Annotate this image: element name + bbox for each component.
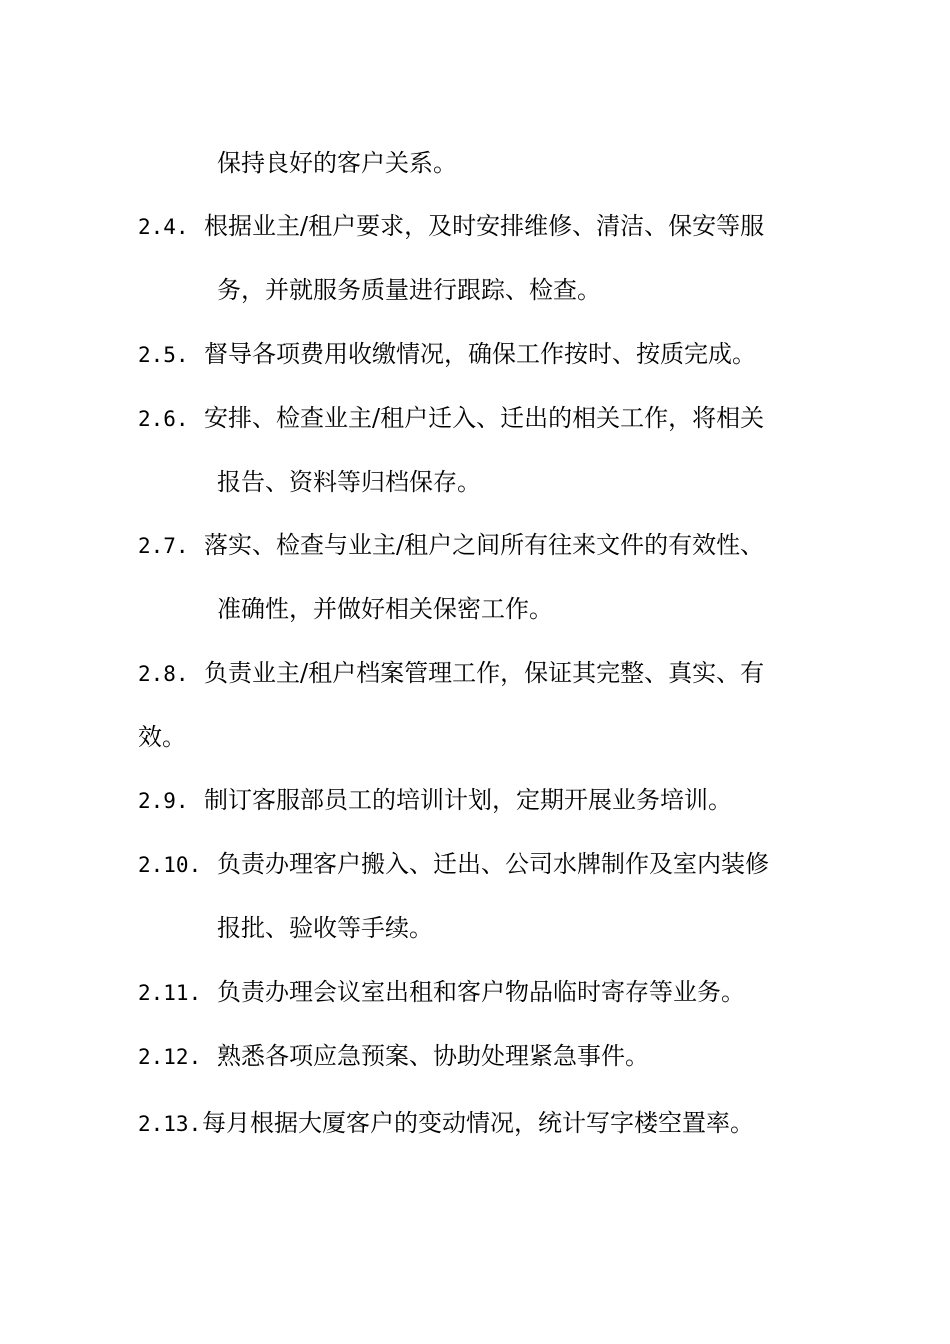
- item-text: 报批、验收等手续。: [217, 914, 433, 942]
- item-text: 根据业主/租户要求，及时安排维修、清洁、保安等服: [204, 212, 765, 240]
- item-text: 熟悉各项应急预案、协助处理紧急事件。: [217, 1042, 649, 1070]
- item-2-12: [138, 1040, 649, 1073]
- item-text: 每月根据大厦客户的变动情况，统计写字楼空置率。: [202, 1109, 754, 1137]
- item-text: 负责业主/租户档案管理工作，保证其完整、真实、有: [204, 659, 765, 687]
- item-2-10-continuation: [217, 912, 433, 944]
- item-2-5: [138, 338, 756, 371]
- item-number: 2.8.: [138, 662, 189, 686]
- item-number: 2.11.: [138, 981, 202, 1005]
- item-text: 负责办理会议室出租和客户物品临时寄存等业务。: [217, 978, 745, 1006]
- item-2-11: [138, 976, 745, 1009]
- item-2-7-continuation: [217, 593, 553, 625]
- item-number: 2.6.: [138, 407, 189, 431]
- item-number: 2.12.: [138, 1045, 202, 1069]
- item-2-9: [138, 784, 732, 817]
- item-text: 制订客服部员工的培训计划，定期开展业务培训。: [204, 786, 732, 814]
- item-2-13: [138, 1107, 754, 1140]
- item-text: 效。: [138, 723, 186, 751]
- item-continuation-2-3: [217, 147, 457, 179]
- item-text: 负责办理客户搬入、迁出、公司水牌制作及室内装修: [217, 850, 769, 878]
- item-text: 务，并就服务质量进行跟踪、检查。: [217, 276, 601, 304]
- item-2-6: [138, 402, 764, 435]
- item-2-4: [138, 210, 764, 243]
- item-2-6-continuation: [217, 466, 481, 498]
- item-text: 安排、检查业主/租户迁入、迁出的相关工作，将相关: [204, 404, 765, 432]
- item-number: 2.4.: [138, 215, 189, 239]
- item-2-7: [138, 529, 764, 562]
- item-2-8-continuation: [138, 721, 186, 753]
- item-text: 督导各项费用收缴情况，确保工作按时、按质完成。: [204, 340, 756, 368]
- item-text: 准确性，并做好相关保密工作。: [217, 595, 553, 623]
- item-number: 2.7.: [138, 534, 189, 558]
- item-number: 2.13.: [138, 1112, 202, 1136]
- item-number: 2.5.: [138, 343, 189, 367]
- item-2-10: [138, 848, 769, 881]
- item-number: 2.9.: [138, 789, 189, 813]
- item-text: 落实、检查与业主/租户之间所有往来文件的有效性、: [204, 531, 765, 559]
- item-2-8: [138, 657, 764, 690]
- item-2-4-continuation: [217, 274, 601, 306]
- item-number: 2.10.: [138, 853, 202, 877]
- item-text: 保持良好的客户关系。: [217, 149, 457, 177]
- item-text: 报告、资料等归档保存。: [217, 468, 481, 496]
